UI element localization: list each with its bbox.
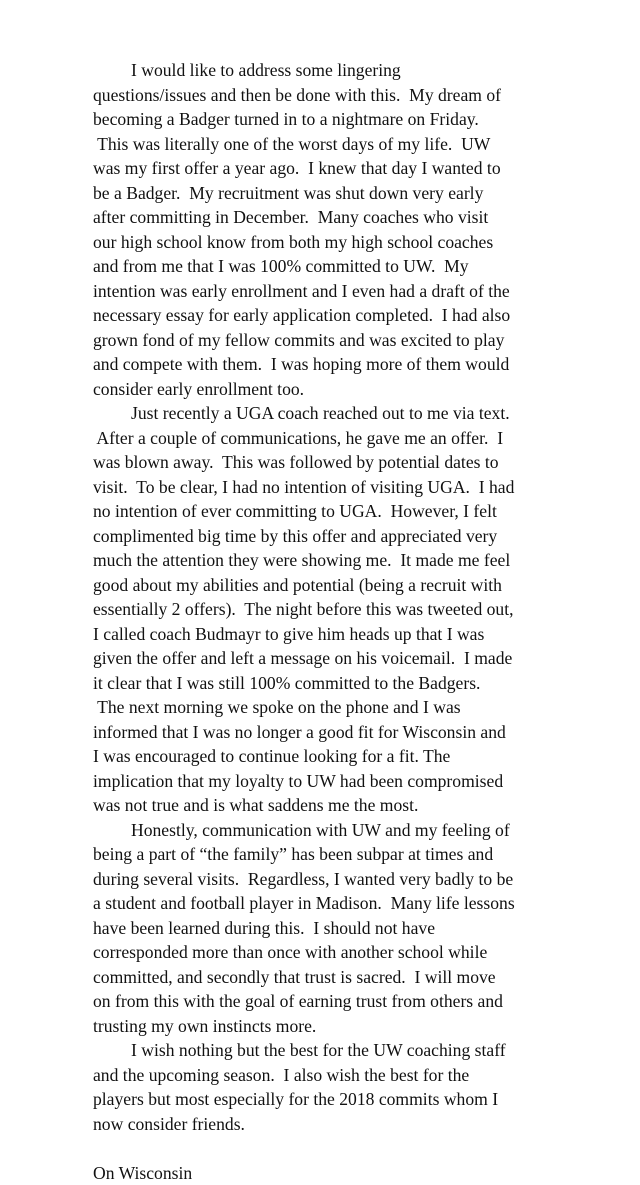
text-line: questions/issues and then be done with this. My dream of bbox=[93, 83, 563, 108]
text-line: it clear that I was still 100% committed to the Badgers. bbox=[93, 671, 563, 696]
text-line: and from me that I was 100% committed to UW. My bbox=[93, 254, 563, 279]
text-line: visit. To be clear, I had no intention of visiting UGA. I had bbox=[93, 475, 563, 500]
text-line: and compete with them. I was hoping more of them would bbox=[93, 352, 563, 377]
text-line: This was literally one of the worst days of my life. UW bbox=[93, 132, 563, 157]
text-line: no intention of ever committing to UGA. However, I felt bbox=[93, 499, 563, 524]
letter-body bbox=[93, 58, 563, 1185]
text-line: grown fond of my fellow commits and was excited to play bbox=[93, 328, 563, 353]
paragraph-3 bbox=[93, 818, 563, 1039]
text-line: was not true and is what saddens me the most. bbox=[93, 793, 563, 818]
text-line: essentially 2 offers). The night before this was tweeted out, bbox=[93, 597, 563, 622]
text-line: implication that my loyalty to UW had been compromised bbox=[93, 769, 563, 794]
text-line: trusting my own instincts more. bbox=[93, 1014, 563, 1039]
text-line: given the offer and left a message on his voicemail. I made bbox=[93, 646, 563, 671]
paragraph-4 bbox=[93, 1038, 563, 1136]
text-line: The next morning we spoke on the phone and I was bbox=[93, 695, 563, 720]
text-line: informed that I was no longer a good fit for Wisconsin and bbox=[93, 720, 563, 745]
text-line: I wish nothing but the best for the UW coaching staff bbox=[93, 1038, 563, 1063]
text-line: was my first offer a year ago. I knew that day I wanted to bbox=[93, 156, 563, 181]
text-line: being a part of “the family” has been subpar at times and bbox=[93, 842, 563, 867]
text-line: was blown away. This was followed by potential dates to bbox=[93, 450, 563, 475]
text-line: I was encouraged to continue looking for a fit. The bbox=[93, 744, 563, 769]
text-line: Honestly, communication with UW and my feeling of bbox=[93, 818, 563, 843]
blank-line bbox=[93, 1136, 563, 1161]
text-line: now consider friends. bbox=[93, 1112, 563, 1137]
text-line: on from this with the goal of earning trust from others and bbox=[93, 989, 563, 1014]
paragraph-2 bbox=[93, 401, 563, 818]
text-line: After a couple of communications, he gave me an offer. I bbox=[93, 426, 563, 451]
text-line: during several visits. Regardless, I wanted very badly to be bbox=[93, 867, 563, 892]
signoff: On Wisconsin bbox=[93, 1161, 563, 1185]
text-line: have been learned during this. I should not have bbox=[93, 916, 563, 941]
text-line: necessary essay for early application completed. I had also bbox=[93, 303, 563, 328]
text-line: and the upcoming season. I also wish the best for the bbox=[93, 1063, 563, 1088]
text-line: after committing in December. Many coaches who visit bbox=[93, 205, 563, 230]
text-line: our high school know from both my high school coaches bbox=[93, 230, 563, 255]
text-line: I would like to address some lingering bbox=[93, 58, 563, 83]
text-line: be a Badger. My recruitment was shut down very early bbox=[93, 181, 563, 206]
paragraph-1 bbox=[93, 58, 563, 401]
text-line: corresponded more than once with another school while bbox=[93, 940, 563, 965]
text-line: I called coach Budmayr to give him heads up that I was bbox=[93, 622, 563, 647]
text-line: good about my abilities and potential (being a recruit with bbox=[93, 573, 563, 598]
text-line: becoming a Badger turned in to a nightmare on Friday. bbox=[93, 107, 563, 132]
text-line: much the attention they were showing me. It made me feel bbox=[93, 548, 563, 573]
text-line: committed, and secondly that trust is sacred. I will move bbox=[93, 965, 563, 990]
text-line: Just recently a UGA coach reached out to me via text. bbox=[93, 401, 563, 426]
text-line: consider early enrollment too. bbox=[93, 377, 563, 402]
text-line: complimented big time by this offer and appreciated very bbox=[93, 524, 563, 549]
text-line: players but most especially for the 2018 commits whom I bbox=[93, 1087, 563, 1112]
text-line: intention was early enrollment and I even had a draft of the bbox=[93, 279, 563, 304]
text-line: a student and football player in Madison. Many life lessons bbox=[93, 891, 563, 916]
